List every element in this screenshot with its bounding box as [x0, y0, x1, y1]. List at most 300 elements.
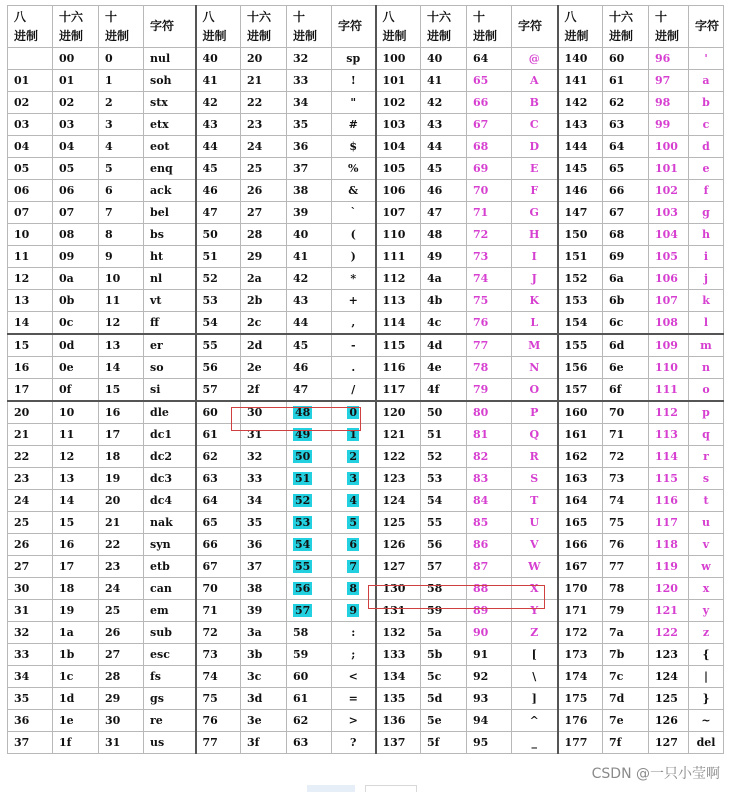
cell-value: F — [530, 184, 539, 197]
table-cell — [287, 357, 332, 379]
table-cell — [8, 224, 53, 246]
cell-value: 76 — [473, 316, 489, 329]
cell-value: 166 — [564, 538, 588, 551]
cell-value: _ — [531, 736, 537, 749]
table-cell — [558, 622, 603, 644]
table-cell — [689, 290, 724, 312]
table-cell — [649, 468, 689, 490]
cell-value: syn — [150, 538, 171, 551]
cell-value: 4c — [427, 316, 442, 329]
bottom-bar-fragment — [365, 785, 417, 792]
cell-value: 15 — [59, 516, 75, 529]
table-cell — [99, 600, 144, 622]
table-cell — [196, 202, 241, 224]
table-cell — [512, 268, 558, 290]
cell-value: 17 — [105, 428, 121, 441]
table-cell — [467, 136, 512, 158]
cell-value: R — [529, 450, 539, 463]
cell-value: 84 — [473, 494, 489, 507]
table-cell — [689, 534, 724, 556]
table-row — [8, 512, 724, 534]
table-cell — [332, 556, 376, 578]
table-cell — [603, 290, 649, 312]
table-cell — [53, 268, 99, 290]
cell-value: sub — [150, 626, 172, 639]
cell-value: 62 — [609, 96, 625, 109]
table-cell — [241, 158, 287, 180]
cell-value: G — [529, 206, 539, 219]
table-cell — [99, 468, 144, 490]
table-cell — [649, 48, 689, 70]
cell-value: 104 — [382, 140, 406, 153]
cell-value: 33 — [247, 472, 263, 485]
cell-value: 44 — [293, 316, 309, 329]
cell-value: ? — [350, 736, 357, 749]
table-cell — [467, 644, 512, 666]
table-cell — [8, 401, 53, 424]
table-cell — [421, 268, 467, 290]
cell-value: 36 — [247, 538, 263, 551]
table-cell — [144, 688, 196, 710]
table-cell — [376, 268, 421, 290]
cell-value: w — [701, 560, 711, 573]
table-cell — [421, 92, 467, 114]
header-row — [8, 6, 724, 48]
table-cell — [287, 48, 332, 70]
table-cell — [649, 158, 689, 180]
table-cell — [376, 70, 421, 92]
cell-value: 02 — [14, 96, 30, 109]
cell-value: dle — [150, 406, 169, 419]
cell-value: 46 — [202, 184, 218, 197]
table-cell — [689, 224, 724, 246]
table-cell — [241, 180, 287, 202]
table-cell — [421, 490, 467, 512]
cell-value: 03 — [14, 118, 30, 131]
column-header-line2: 进制 — [382, 28, 407, 43]
table-cell — [196, 534, 241, 556]
table-cell — [558, 424, 603, 446]
cell-value: ~ — [701, 714, 711, 727]
table-cell — [53, 622, 99, 644]
table-cell — [53, 468, 99, 490]
ascii-table — [7, 5, 724, 754]
cell-value: 4d — [427, 339, 443, 352]
table-row — [8, 48, 724, 70]
cell-value: l — [703, 316, 709, 329]
column-header — [689, 6, 724, 48]
cell-value: 17 — [59, 560, 75, 573]
table-cell — [53, 158, 99, 180]
cell-value: 41 — [427, 74, 443, 87]
table-cell — [603, 666, 649, 688]
table-cell — [558, 334, 603, 357]
cell-value: 65 — [609, 162, 625, 175]
cell-value: 63 — [293, 736, 309, 749]
table-cell — [649, 379, 689, 402]
cell-value: | — [703, 670, 708, 683]
cell-value: 2c — [247, 316, 262, 329]
column-header-line2: 进制 — [14, 28, 39, 43]
cell-value: 26 — [105, 626, 121, 639]
highlighted-cell-value: 50 — [295, 450, 311, 463]
cell-value: M — [528, 339, 541, 352]
cell-value: 93 — [473, 692, 489, 705]
cell-value: 8 — [105, 228, 113, 241]
cell-value: 123 — [382, 472, 406, 485]
cell-value: 101 — [655, 162, 678, 175]
table-cell — [144, 136, 196, 158]
table-row — [8, 732, 724, 754]
table-row — [8, 446, 724, 468]
cell-value: 0d — [59, 339, 75, 352]
cell-value: 125 — [382, 516, 406, 529]
cell-value: 26 — [247, 184, 263, 197]
table-cell — [376, 688, 421, 710]
table-cell — [53, 379, 99, 402]
cell-value: 08 — [59, 228, 75, 241]
table-cell — [287, 158, 332, 180]
table-cell — [649, 180, 689, 202]
cell-value: 79 — [473, 383, 489, 396]
table-cell — [376, 446, 421, 468]
table-cell — [144, 424, 196, 446]
table-cell — [241, 401, 287, 424]
cell-value: 04 — [59, 140, 75, 153]
table-cell — [332, 334, 376, 357]
table-cell — [332, 114, 376, 136]
cell-value: 30 — [247, 406, 263, 419]
table-cell — [99, 379, 144, 402]
cell-value: 7d — [609, 692, 625, 705]
cell-value: 28 — [247, 228, 263, 241]
cell-value: 10 — [14, 228, 30, 241]
table-cell — [287, 512, 332, 534]
table-cell — [603, 334, 649, 357]
table-cell — [689, 556, 724, 578]
cell-value: 43 — [202, 118, 218, 131]
table-cell — [332, 468, 376, 490]
column-header — [512, 6, 558, 48]
table-cell — [421, 644, 467, 666]
column-header — [144, 6, 196, 48]
cell-value: C — [529, 118, 539, 131]
cell-value: 50 — [427, 406, 443, 419]
table-cell — [53, 556, 99, 578]
cell-value: > — [348, 714, 358, 727]
table-cell — [99, 666, 144, 688]
cell-value: dc2 — [150, 450, 173, 463]
cell-value: re — [150, 714, 163, 727]
table-row — [8, 114, 724, 136]
table-cell — [332, 180, 376, 202]
cell-value: 108 — [655, 316, 678, 329]
table-cell — [558, 688, 603, 710]
cell-value: < — [348, 670, 358, 683]
table-cell — [99, 512, 144, 534]
table-cell — [241, 114, 287, 136]
table-cell — [512, 136, 558, 158]
column-header-line1: 十六 — [247, 9, 272, 24]
cell-value: 96 — [655, 52, 671, 65]
cell-value: 76 — [202, 714, 218, 727]
table-cell — [332, 732, 376, 754]
cell-value: 62 — [202, 450, 218, 463]
cell-value: 113 — [382, 294, 406, 307]
table-cell — [8, 644, 53, 666]
table-cell — [603, 644, 649, 666]
table-row — [8, 401, 724, 424]
table-cell — [287, 622, 332, 644]
table-cell — [144, 512, 196, 534]
cell-value: 167 — [564, 560, 588, 573]
table-cell — [421, 48, 467, 70]
table-cell — [8, 70, 53, 92]
column-header-line1: 八 — [14, 9, 27, 24]
cell-value: 162 — [564, 450, 588, 463]
cell-value: 88 — [473, 582, 489, 595]
table-cell — [376, 534, 421, 556]
cell-value: O — [529, 383, 540, 396]
table-cell — [603, 401, 649, 424]
cell-value: 1e — [59, 714, 74, 727]
cell-value: 10 — [59, 406, 75, 419]
table-cell — [649, 622, 689, 644]
table-cell — [53, 180, 99, 202]
cell-value: 72 — [609, 450, 625, 463]
table-cell — [467, 446, 512, 468]
cell-value: 13 — [59, 472, 75, 485]
cell-value: 56 — [427, 538, 443, 551]
table-cell — [53, 114, 99, 136]
cell-value: 70 — [473, 184, 489, 197]
table-cell — [512, 644, 558, 666]
table-cell — [196, 710, 241, 732]
table-cell — [467, 357, 512, 379]
table-cell — [241, 70, 287, 92]
table-cell — [144, 357, 196, 379]
cell-value: 143 — [564, 118, 588, 131]
column-header-line2: 进制 — [655, 28, 680, 43]
cell-value: 35 — [247, 516, 263, 529]
cell-value: q — [702, 428, 710, 441]
cell-value: etx — [150, 118, 169, 131]
table-cell — [53, 92, 99, 114]
table-row — [8, 268, 724, 290]
table-cell — [603, 622, 649, 644]
column-header-line2: 进制 — [105, 28, 130, 43]
table-cell — [603, 556, 649, 578]
table-cell — [241, 246, 287, 268]
cell-value: 15 — [105, 383, 121, 396]
cell-value: 78 — [609, 582, 625, 595]
table-cell — [512, 468, 558, 490]
column-header-line1: 八 — [202, 9, 215, 24]
cell-value: nl — [150, 272, 163, 285]
cell-value: 4a — [427, 272, 442, 285]
highlighted-cell-value: 51 — [295, 472, 311, 485]
table-cell — [512, 70, 558, 92]
table-cell — [53, 246, 99, 268]
table-cell — [689, 180, 724, 202]
table-cell — [8, 92, 53, 114]
cell-value: 6f — [609, 383, 622, 396]
table-cell — [99, 334, 144, 357]
cell-value: 69 — [609, 250, 625, 263]
table-cell — [689, 644, 724, 666]
table-cell — [53, 732, 99, 754]
cell-value: 70 — [202, 582, 218, 595]
table-cell — [241, 424, 287, 446]
table-cell — [689, 578, 724, 600]
table-cell — [603, 136, 649, 158]
cell-value: so — [150, 361, 164, 374]
table-cell — [144, 644, 196, 666]
cell-value: 20 — [105, 494, 121, 507]
cell-value: D — [529, 140, 540, 153]
cell-value: 74 — [202, 670, 218, 683]
cell-value: o — [702, 383, 710, 396]
cell-value: T — [530, 494, 539, 507]
table-cell — [376, 92, 421, 114]
column-header-line2: 进制 — [247, 28, 272, 43]
cell-value: 2d — [247, 339, 263, 352]
table-row — [8, 180, 724, 202]
table-cell — [512, 534, 558, 556]
table-row — [8, 379, 724, 402]
cell-value: 14 — [14, 316, 30, 329]
cell-value: 154 — [564, 316, 588, 329]
table-cell — [603, 312, 649, 335]
cell-value: u — [702, 516, 710, 529]
table-cell — [196, 136, 241, 158]
cell-value: ht — [150, 250, 164, 263]
cell-value: 12 — [105, 316, 121, 329]
table-cell — [649, 688, 689, 710]
column-header — [99, 6, 144, 48]
cell-value: 117 — [382, 383, 406, 396]
cell-value: 115 — [382, 339, 406, 352]
cell-value: a — [702, 74, 710, 87]
column-header-line1: 字符 — [338, 19, 363, 33]
table-cell — [558, 202, 603, 224]
cell-value: 60 — [293, 670, 309, 683]
table-cell — [421, 158, 467, 180]
table-cell — [332, 710, 376, 732]
cell-value: fs — [150, 670, 161, 683]
table-cell — [649, 424, 689, 446]
cell-value: 26 — [14, 538, 30, 551]
cell-value: 100 — [655, 140, 678, 153]
cell-value: ; — [351, 648, 356, 661]
table-cell — [144, 158, 196, 180]
cell-value: 86 — [473, 538, 489, 551]
cell-value: 32 — [247, 450, 263, 463]
cell-value: 141 — [564, 74, 588, 87]
cell-value: 170 — [564, 582, 588, 595]
cell-value: 81 — [473, 428, 489, 441]
table-cell — [421, 666, 467, 688]
table-cell — [287, 312, 332, 335]
cell-value: 03 — [59, 118, 75, 131]
cell-value: 114 — [655, 450, 678, 463]
table-cell — [512, 92, 558, 114]
table-cell — [8, 578, 53, 600]
cell-value: 46 — [293, 361, 309, 374]
cell-value: 61 — [202, 428, 218, 441]
table-cell — [376, 556, 421, 578]
cell-value: 68 — [473, 140, 489, 153]
cell-value: 92 — [473, 670, 489, 683]
cell-value: 18 — [105, 450, 121, 463]
table-cell — [603, 688, 649, 710]
table-cell — [421, 688, 467, 710]
cell-value: 80 — [473, 406, 489, 419]
cell-value: 60 — [202, 406, 218, 419]
cell-value: U — [529, 516, 540, 529]
cell-value: 6 — [105, 184, 113, 197]
table-cell — [376, 114, 421, 136]
table-cell — [421, 424, 467, 446]
table-cell — [53, 424, 99, 446]
table-row — [8, 136, 724, 158]
table-cell — [332, 246, 376, 268]
table-cell — [144, 246, 196, 268]
table-cell — [421, 180, 467, 202]
cell-value: 20 — [14, 406, 30, 419]
cell-value: 1b — [59, 648, 75, 661]
cell-value: 05 — [59, 162, 75, 175]
table-cell — [53, 446, 99, 468]
cell-value: 31 — [14, 604, 30, 617]
cell-value: ` — [350, 206, 356, 219]
table-cell — [376, 644, 421, 666]
table-cell — [99, 622, 144, 644]
cell-value: 87 — [473, 560, 489, 573]
table-cell — [421, 246, 467, 268]
table-row — [8, 224, 724, 246]
table-cell — [376, 732, 421, 754]
table-cell — [558, 666, 603, 688]
table-cell — [689, 136, 724, 158]
cell-value: 72 — [473, 228, 489, 241]
cell-value: nul — [150, 52, 171, 65]
table-cell — [649, 710, 689, 732]
cell-value: 82 — [473, 450, 489, 463]
cell-value: 133 — [382, 648, 406, 661]
table-cell — [332, 490, 376, 512]
table-cell — [99, 202, 144, 224]
table-cell — [99, 644, 144, 666]
table-cell — [512, 48, 558, 70]
table-cell — [196, 666, 241, 688]
table-cell — [332, 666, 376, 688]
table-cell — [421, 710, 467, 732]
cell-value: gs — [150, 692, 164, 705]
cell-value: 101 — [382, 74, 406, 87]
cell-value: 21 — [105, 516, 121, 529]
cell-value: A — [529, 74, 539, 87]
cell-value: em — [150, 604, 169, 617]
column-header-line2: 进制 — [59, 28, 84, 43]
table-cell — [8, 136, 53, 158]
table-cell — [558, 600, 603, 622]
table-row — [8, 688, 724, 710]
table-cell — [196, 312, 241, 335]
cell-value: 76 — [609, 538, 625, 551]
column-header — [241, 6, 287, 48]
table-cell — [196, 424, 241, 446]
